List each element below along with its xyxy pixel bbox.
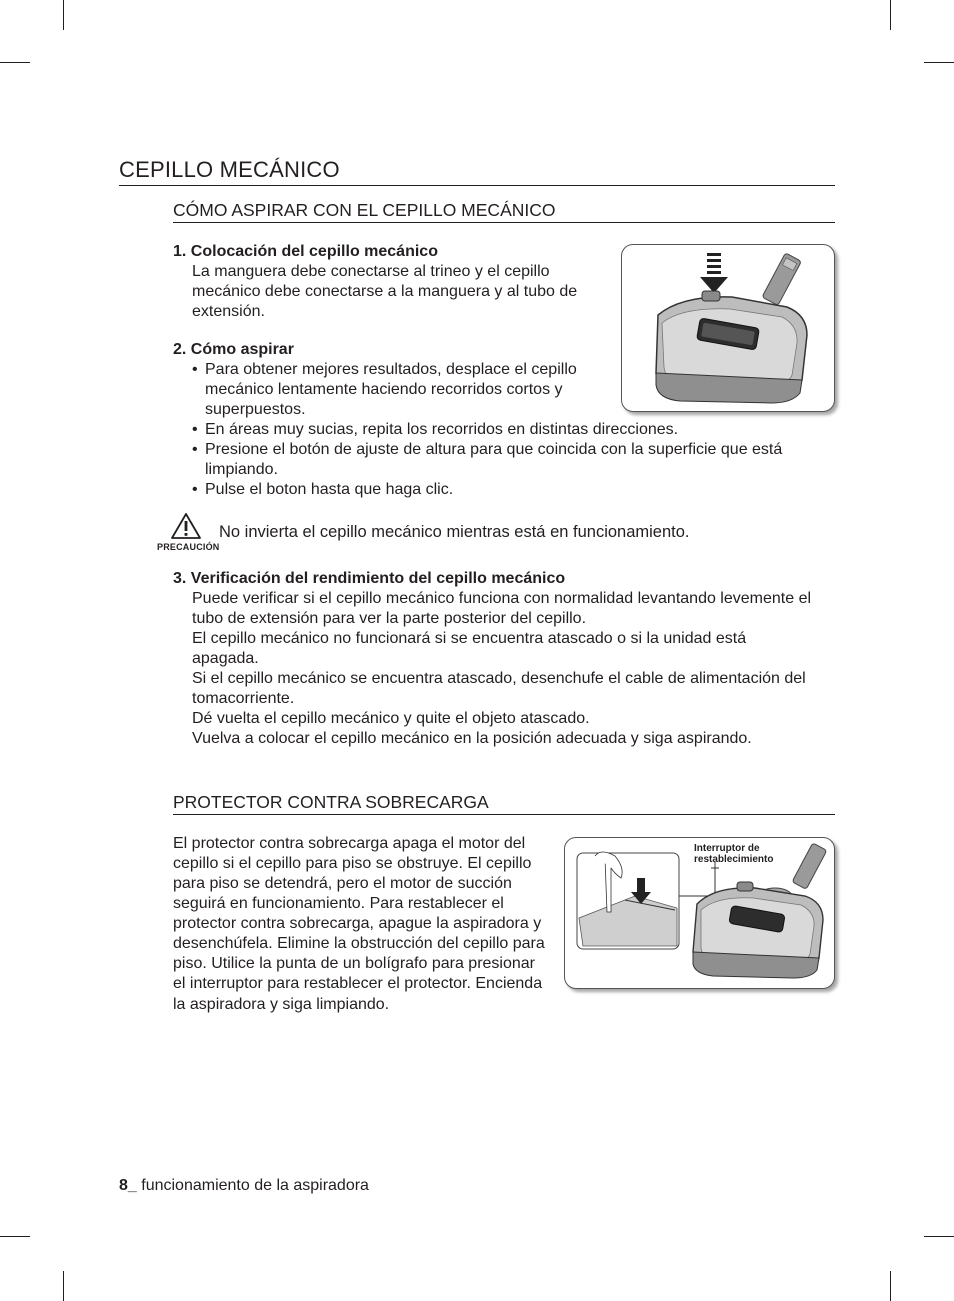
bullet-marker: •: [192, 481, 198, 498]
reset-switch-figure: [564, 837, 835, 989]
step1-line: extensión.: [192, 303, 265, 320]
step3-line: tomacorriente.: [192, 690, 295, 707]
step3-line: Vuelva a colocar el cepillo mecánico en la posición adecuada y siga aspirando.: [192, 730, 752, 747]
crop-mark: [924, 1236, 954, 1237]
step3-line: El cepillo mecánico no funcionará si se encuentra atascado o si la unidad está: [192, 630, 747, 647]
overload-paragraph-line: desenchúfela. Elimine la obstrucción del cepillo para: [173, 935, 545, 952]
overload-paragraph-line: el interruptor para restablecer el protector. Encienda: [173, 975, 543, 992]
section-title: CEPILLO MECÁNICO: [119, 157, 835, 186]
step3-heading: 3. Verificación del rendimiento del cepillo mecánico: [173, 570, 566, 587]
caution-label: PRECAUCIÓN: [157, 542, 220, 552]
step3-line: Si el cepillo mecánico se encuentra atascado, desenchufe el cable de alimentación del: [192, 670, 806, 687]
bullet-marker: •: [192, 441, 198, 458]
overload-paragraph-line: seguirá en funcionamiento. Para restablecer el: [173, 895, 504, 912]
step2-bullet: [192, 360, 577, 420]
step2-bullet: [192, 440, 782, 480]
overload-paragraph-line: piso. Utilice la punta de un bolígrafo para presionar: [173, 955, 535, 972]
overload-paragraph-line: El protector contra sobrecarga apaga el motor del: [173, 835, 526, 852]
subsection-title-how-to-vacuum: CÓMO ASPIRAR CON EL CEPILLO MECÁNICO: [173, 199, 835, 223]
crop-mark: [924, 62, 954, 63]
crop-mark: [63, 1271, 64, 1301]
overload-paragraph-line: para piso se detendrá, pero el motor de succión: [173, 875, 512, 892]
step2-bullet: [192, 420, 678, 440]
power-brush-illustration: [622, 245, 834, 411]
step2-bullet: [192, 480, 453, 500]
bullet-marker: •: [192, 421, 198, 438]
subsection-title-overload-protector: PROTECTOR CONTRA SOBRECARGA: [173, 791, 835, 815]
step1-heading: 1. Colocación del cepillo mecánico: [173, 243, 438, 260]
bullet-marker: •: [192, 361, 198, 378]
bullet-line: limpiando.: [205, 461, 278, 478]
crop-mark: [63, 0, 64, 30]
step3-line: Dé vuelta el cepillo mecánico y quite el objeto atascado.: [192, 710, 590, 727]
step3-line: Puede verificar si el cepillo mecánico funciona con normalidad levantando levemente el: [192, 590, 812, 607]
caution-text: No invierta el cepillo mecánico mientras está en funcionamiento.: [219, 523, 690, 541]
step3-line: apagada.: [192, 650, 259, 667]
page-number: 8_: [119, 1177, 137, 1194]
step1-line: mecánico debe conectarse a la manguera y al tubo de: [192, 283, 578, 300]
bullet-line: superpuestos.: [205, 401, 306, 418]
crop-mark: [0, 62, 30, 63]
bullet-line: En áreas muy sucias, repita los recorridos en distintas direcciones.: [205, 421, 679, 438]
crop-mark: [0, 1236, 30, 1237]
bullet-line: Pulse el boton hasta que haga clic.: [205, 481, 454, 498]
step1-line: La manguera debe conectarse al trineo y el cepillo: [192, 263, 550, 280]
crop-mark: [890, 1271, 891, 1301]
overload-paragraph-line: la aspiradora y siga limpiando.: [173, 996, 390, 1013]
caution-warning-icon: [170, 512, 202, 540]
step2-heading: 2. Cómo aspirar: [173, 341, 294, 358]
step3-line: tubo de extensión para ver la parte posterior del cepillo.: [192, 610, 587, 627]
bullet-line: mecánico lentamente haciendo recorridos cortos y: [205, 381, 563, 398]
reset-switch-label-line: Interruptor de: [694, 843, 760, 854]
overload-paragraph-line: protector contra sobrecarga, apague la aspiradora y: [173, 915, 542, 932]
crop-mark: [890, 0, 891, 30]
overload-paragraph-line: cepillo si el cepillo para piso se obstruye. El cepillo: [173, 855, 532, 872]
footer-chapter-title: funcionamiento de la aspiradora: [136, 1177, 369, 1194]
power-brush-figure: [621, 244, 835, 412]
page-footer: [119, 1176, 369, 1196]
bullet-line: Para obtener mejores resultados, desplace el cepillo: [205, 361, 577, 378]
reset-switch-label-line: restablecimiento: [694, 854, 774, 865]
bullet-line: Presione el botón de ajuste de altura para que coincida con la superficie que está: [205, 441, 783, 458]
